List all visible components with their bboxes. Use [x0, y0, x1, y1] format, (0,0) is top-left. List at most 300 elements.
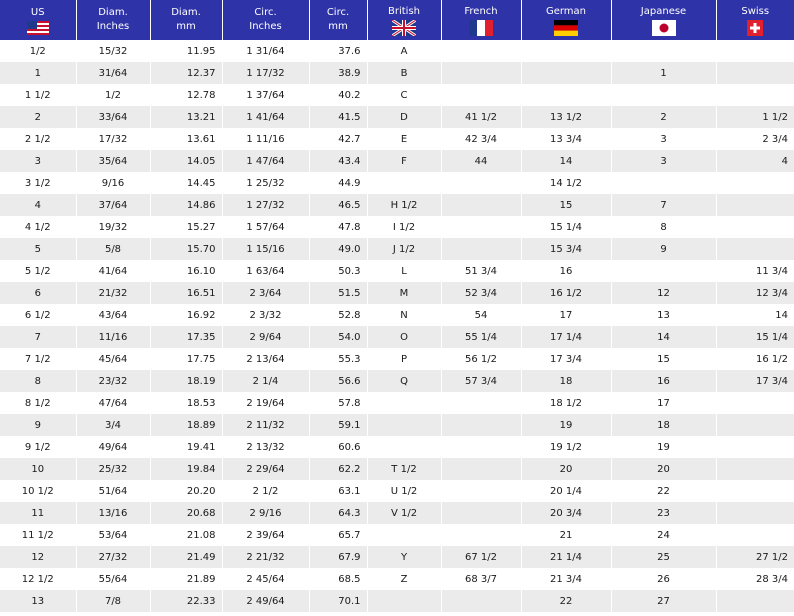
cell-us: 2 1/2: [0, 128, 76, 150]
cell-swiss: 15 1/4: [716, 326, 794, 348]
cell-diam-inches: 13/16: [76, 502, 150, 524]
cell-swiss: 2 3/4: [716, 128, 794, 150]
cell-french: 44: [441, 150, 521, 172]
cell-swiss: [716, 524, 794, 546]
cell-british: T 1/2: [367, 458, 441, 480]
cell-diam-mm: 16.92: [150, 304, 222, 326]
cell-swiss: [716, 480, 794, 502]
cell-diam-mm: 13.61: [150, 128, 222, 150]
cell-japanese: 27: [611, 590, 716, 612]
cell-french: [441, 524, 521, 546]
cell-swiss: [716, 40, 794, 62]
cell-french: 54: [441, 304, 521, 326]
cell-swiss: [716, 590, 794, 612]
cell-circ-mm: 67.9: [309, 546, 367, 568]
cell-british: J 1/2: [367, 238, 441, 260]
cell-japanese: 17: [611, 392, 716, 414]
cell-diam-inches: 19/32: [76, 216, 150, 238]
cell-us: 2: [0, 106, 76, 128]
col-circ-inches-label-2: Inches: [249, 21, 282, 32]
cell-japanese: 14: [611, 326, 716, 348]
table-row: [0, 150, 794, 172]
cell-french: [441, 172, 521, 194]
cell-french: 42 3/4: [441, 128, 521, 150]
cell-circ-mm: 40.2: [309, 84, 367, 106]
cell-german: 20: [521, 458, 611, 480]
cell-japanese: 3: [611, 150, 716, 172]
cell-british: H 1/2: [367, 194, 441, 216]
cell-german: 21: [521, 524, 611, 546]
cell-diam-mm: 18.19: [150, 370, 222, 392]
cell-french: [441, 480, 521, 502]
cell-diam-mm: 22.33: [150, 590, 222, 612]
cell-diam-inches: 31/64: [76, 62, 150, 84]
cell-diam-mm: 20.68: [150, 502, 222, 524]
cell-circ-inches: 2 29/64: [222, 458, 309, 480]
table-row: [0, 282, 794, 304]
cell-diam-mm: 12.37: [150, 62, 222, 84]
cell-german: 17 1/4: [521, 326, 611, 348]
cell-circ-mm: 49.0: [309, 238, 367, 260]
cell-diam-mm: 18.89: [150, 414, 222, 436]
cell-circ-inches: 1 25/32: [222, 172, 309, 194]
col-swiss-label: Swiss: [741, 5, 770, 17]
cell-japanese: 13: [611, 304, 716, 326]
cell-diam-inches: 45/64: [76, 348, 150, 370]
col-diam-mm-label-1: Diam.: [171, 7, 201, 18]
cell-diam-mm: 16.51: [150, 282, 222, 304]
cell-british: [367, 436, 441, 458]
table-row: [0, 194, 794, 216]
cell-us: 5 1/2: [0, 260, 76, 282]
cell-us: 9 1/2: [0, 436, 76, 458]
table-row: [0, 436, 794, 458]
cell-us: 6 1/2: [0, 304, 76, 326]
cell-german: 20 3/4: [521, 502, 611, 524]
cell-japanese: 9: [611, 238, 716, 260]
cell-swiss: [716, 84, 794, 106]
cell-british: D: [367, 106, 441, 128]
cell-us: 11: [0, 502, 76, 524]
cell-diam-mm: 20.20: [150, 480, 222, 502]
cell-swiss: [716, 216, 794, 238]
cell-circ-inches: 2 9/64: [222, 326, 309, 348]
cell-diam-inches: 37/64: [76, 194, 150, 216]
cell-diam-inches: 21/32: [76, 282, 150, 304]
cell-diam-mm: 19.41: [150, 436, 222, 458]
cell-british: U 1/2: [367, 480, 441, 502]
cell-circ-mm: 65.7: [309, 524, 367, 546]
cell-circ-inches: 2 45/64: [222, 568, 309, 590]
cell-us: 10 1/2: [0, 480, 76, 502]
col-diam-mm: [150, 0, 222, 40]
cell-british: Z: [367, 568, 441, 590]
table-row: [0, 590, 794, 612]
cell-british: L: [367, 260, 441, 282]
cell-japanese: [611, 260, 716, 282]
cell-diam-mm: 12.78: [150, 84, 222, 106]
cell-circ-inches: 1 41/64: [222, 106, 309, 128]
cell-diam-inches: 3/4: [76, 414, 150, 436]
cell-japanese: 15: [611, 348, 716, 370]
cell-french: [441, 238, 521, 260]
table-body: [0, 40, 794, 612]
cell-swiss: 12 3/4: [716, 282, 794, 304]
cell-diam-inches: 27/32: [76, 546, 150, 568]
cell-swiss: [716, 194, 794, 216]
cell-french: [441, 62, 521, 84]
cell-us: 7 1/2: [0, 348, 76, 370]
cell-swiss: 17 3/4: [716, 370, 794, 392]
col-circ-mm-label-2: mm: [328, 21, 348, 32]
germany-flag-icon: [554, 20, 578, 36]
cell-us: 1/2: [0, 40, 76, 62]
cell-circ-inches: 1 57/64: [222, 216, 309, 238]
cell-swiss: 4: [716, 150, 794, 172]
cell-french: [441, 414, 521, 436]
col-french-label: French: [464, 5, 498, 17]
cell-us: 4: [0, 194, 76, 216]
cell-circ-mm: 57.8: [309, 392, 367, 414]
cell-circ-mm: 38.9: [309, 62, 367, 84]
cell-circ-mm: 47.8: [309, 216, 367, 238]
cell-german: [521, 62, 611, 84]
cell-french: 55 1/4: [441, 326, 521, 348]
col-circ-mm-label-1: Circ.: [326, 7, 350, 18]
cell-british: [367, 414, 441, 436]
cell-diam-mm: 18.53: [150, 392, 222, 414]
cell-french: [441, 458, 521, 480]
col-circ-inches-label-1: Circ.: [254, 7, 277, 18]
cell-circ-mm: 50.3: [309, 260, 367, 282]
cell-diam-mm: 17.75: [150, 348, 222, 370]
cell-circ-mm: 55.3: [309, 348, 367, 370]
cell-circ-inches: 1 17/32: [222, 62, 309, 84]
cell-diam-mm: 21.08: [150, 524, 222, 546]
cell-circ-inches: 2 3/32: [222, 304, 309, 326]
cell-diam-mm: 21.89: [150, 568, 222, 590]
cell-japanese: 26: [611, 568, 716, 590]
cell-german: [521, 40, 611, 62]
cell-diam-mm: 15.70: [150, 238, 222, 260]
header-row: [0, 0, 794, 40]
cell-japanese: [611, 40, 716, 62]
cell-circ-inches: 2 19/64: [222, 392, 309, 414]
cell-us: 6: [0, 282, 76, 304]
cell-british: V 1/2: [367, 502, 441, 524]
cell-japanese: 19: [611, 436, 716, 458]
cell-circ-inches: 2 3/64: [222, 282, 309, 304]
cell-diam-inches: 51/64: [76, 480, 150, 502]
cell-circ-inches: 1 27/32: [222, 194, 309, 216]
cell-british: Q: [367, 370, 441, 392]
cell-japanese: 20: [611, 458, 716, 480]
cell-circ-mm: 56.6: [309, 370, 367, 392]
cell-diam-inches: 1/2: [76, 84, 150, 106]
cell-british: C: [367, 84, 441, 106]
cell-diam-mm: 14.86: [150, 194, 222, 216]
cell-swiss: 28 3/4: [716, 568, 794, 590]
table-row: [0, 62, 794, 84]
cell-swiss: [716, 502, 794, 524]
cell-diam-inches: 5/8: [76, 238, 150, 260]
cell-us: 12: [0, 546, 76, 568]
cell-german: 17 3/4: [521, 348, 611, 370]
cell-circ-inches: 2 1/2: [222, 480, 309, 502]
cell-diam-inches: 17/32: [76, 128, 150, 150]
cell-german: 21 1/4: [521, 546, 611, 568]
cell-circ-mm: 62.2: [309, 458, 367, 480]
cell-us: 1: [0, 62, 76, 84]
cell-french: 41 1/2: [441, 106, 521, 128]
cell-us: 8: [0, 370, 76, 392]
cell-circ-inches: 1 31/64: [222, 40, 309, 62]
cell-diam-inches: 11/16: [76, 326, 150, 348]
cell-british: E: [367, 128, 441, 150]
cell-circ-inches: 2 13/64: [222, 348, 309, 370]
cell-diam-inches: 43/64: [76, 304, 150, 326]
col-circ-mm: [309, 0, 367, 40]
cell-british: [367, 524, 441, 546]
cell-us: 10: [0, 458, 76, 480]
cell-japanese: 12: [611, 282, 716, 304]
cell-circ-mm: 64.3: [309, 502, 367, 524]
cell-diam-inches: 23/32: [76, 370, 150, 392]
cell-british: [367, 392, 441, 414]
cell-swiss: [716, 436, 794, 458]
cell-diam-inches: 7/8: [76, 590, 150, 612]
cell-japanese: 24: [611, 524, 716, 546]
cell-circ-mm: 43.4: [309, 150, 367, 172]
col-german-label: German: [545, 5, 587, 17]
cell-circ-mm: 54.0: [309, 326, 367, 348]
table-row: [0, 260, 794, 282]
cell-british: [367, 590, 441, 612]
col-circ-inches: [222, 0, 309, 40]
cell-us: 5: [0, 238, 76, 260]
cell-japanese: 25: [611, 546, 716, 568]
cell-circ-inches: 2 13/32: [222, 436, 309, 458]
table-row: [0, 238, 794, 260]
table-row: [0, 40, 794, 62]
cell-swiss: 14: [716, 304, 794, 326]
cell-us: 8 1/2: [0, 392, 76, 414]
cell-german: 18 1/2: [521, 392, 611, 414]
cell-japanese: 2: [611, 106, 716, 128]
col-british-label: British: [388, 5, 420, 17]
col-diam-inches-label-1: Diam.: [98, 7, 128, 18]
cell-german: [521, 84, 611, 106]
cell-british: M: [367, 282, 441, 304]
cell-diam-mm: 17.35: [150, 326, 222, 348]
cell-diam-inches: 55/64: [76, 568, 150, 590]
cell-swiss: [716, 458, 794, 480]
cell-diam-mm: 14.05: [150, 150, 222, 172]
cell-circ-mm: 42.7: [309, 128, 367, 150]
col-us: [0, 0, 76, 40]
cell-swiss: 1 1/2: [716, 106, 794, 128]
col-diam-inches-label-2: Inches: [96, 21, 130, 32]
table-row: [0, 480, 794, 502]
cell-us: 1 1/2: [0, 84, 76, 106]
cell-french: [441, 40, 521, 62]
cell-us: 3 1/2: [0, 172, 76, 194]
table-row: [0, 348, 794, 370]
table-row: [0, 106, 794, 128]
cell-german: 16: [521, 260, 611, 282]
cell-british: I 1/2: [367, 216, 441, 238]
cell-japanese: [611, 84, 716, 106]
cell-french: [441, 84, 521, 106]
table-row: [0, 568, 794, 590]
cell-french: [441, 216, 521, 238]
cell-german: 15 3/4: [521, 238, 611, 260]
cell-german: 14 1/2: [521, 172, 611, 194]
cell-german: 18: [521, 370, 611, 392]
cell-diam-inches: 15/32: [76, 40, 150, 62]
cell-diam-inches: 47/64: [76, 392, 150, 414]
cell-british: O: [367, 326, 441, 348]
table-row: [0, 370, 794, 392]
cell-swiss: [716, 62, 794, 84]
switzerland-flag-icon: [747, 20, 763, 36]
cell-french: 57 3/4: [441, 370, 521, 392]
cell-circ-inches: 2 9/16: [222, 502, 309, 524]
table-row: [0, 524, 794, 546]
cell-circ-mm: 37.6: [309, 40, 367, 62]
cell-swiss: [716, 414, 794, 436]
cell-british: B: [367, 62, 441, 84]
cell-british: A: [367, 40, 441, 62]
cell-japanese: 23: [611, 502, 716, 524]
cell-diam-inches: 25/32: [76, 458, 150, 480]
cell-french: 51 3/4: [441, 260, 521, 282]
cell-circ-inches: 2 11/32: [222, 414, 309, 436]
cell-french: 56 1/2: [441, 348, 521, 370]
cell-british: P: [367, 348, 441, 370]
cell-japanese: 3: [611, 128, 716, 150]
cell-diam-mm: 19.84: [150, 458, 222, 480]
cell-german: 19: [521, 414, 611, 436]
cell-circ-mm: 59.1: [309, 414, 367, 436]
cell-british: N: [367, 304, 441, 326]
cell-circ-mm: 44.9: [309, 172, 367, 194]
cell-french: [441, 194, 521, 216]
cell-japanese: 18: [611, 414, 716, 436]
cell-german: 16 1/2: [521, 282, 611, 304]
cell-diam-inches: 33/64: [76, 106, 150, 128]
table-row: [0, 546, 794, 568]
cell-circ-mm: 51.5: [309, 282, 367, 304]
cell-swiss: [716, 172, 794, 194]
cell-circ-mm: 41.5: [309, 106, 367, 128]
cell-circ-mm: 63.1: [309, 480, 367, 502]
cell-japanese: 22: [611, 480, 716, 502]
cell-german: 22: [521, 590, 611, 612]
table-row: [0, 458, 794, 480]
cell-french: [441, 392, 521, 414]
cell-german: 13 1/2: [521, 106, 611, 128]
cell-french: [441, 590, 521, 612]
cell-us: 12 1/2: [0, 568, 76, 590]
table-row: [0, 84, 794, 106]
cell-british: [367, 172, 441, 194]
cell-swiss: 27 1/2: [716, 546, 794, 568]
col-french: [441, 0, 521, 40]
cell-diam-inches: 41/64: [76, 260, 150, 282]
cell-german: 15 1/4: [521, 216, 611, 238]
cell-us: 9: [0, 414, 76, 436]
cell-circ-inches: 1 11/16: [222, 128, 309, 150]
table-row: [0, 304, 794, 326]
cell-circ-mm: 52.8: [309, 304, 367, 326]
us-flag-icon: [27, 21, 49, 35]
cell-us: 13: [0, 590, 76, 612]
cell-circ-mm: 68.5: [309, 568, 367, 590]
cell-german: 21 3/4: [521, 568, 611, 590]
cell-us: 11 1/2: [0, 524, 76, 546]
cell-diam-mm: 14.45: [150, 172, 222, 194]
cell-us: 4 1/2: [0, 216, 76, 238]
cell-circ-inches: 2 39/64: [222, 524, 309, 546]
cell-diam-mm: 21.49: [150, 546, 222, 568]
cell-swiss: 11 3/4: [716, 260, 794, 282]
table-row: [0, 414, 794, 436]
table-row: [0, 326, 794, 348]
cell-japanese: [611, 172, 716, 194]
cell-diam-inches: 9/16: [76, 172, 150, 194]
cell-diam-inches: 35/64: [76, 150, 150, 172]
cell-diam-mm: 15.27: [150, 216, 222, 238]
cell-circ-inches: 2 49/64: [222, 590, 309, 612]
cell-swiss: [716, 392, 794, 414]
cell-circ-inches: 1 37/64: [222, 84, 309, 106]
table-row: [0, 128, 794, 150]
cell-german: 20 1/4: [521, 480, 611, 502]
cell-diam-mm: 13.21: [150, 106, 222, 128]
cell-swiss: [716, 238, 794, 260]
cell-diam-mm: 16.10: [150, 260, 222, 282]
col-japanese-label: Japanese: [640, 5, 687, 17]
cell-circ-mm: 60.6: [309, 436, 367, 458]
cell-swiss: 16 1/2: [716, 348, 794, 370]
table-row: [0, 502, 794, 524]
col-swiss: [716, 0, 794, 40]
col-diam-inches: [76, 0, 150, 40]
cell-circ-inches: 2 21/32: [222, 546, 309, 568]
table-row: [0, 392, 794, 414]
cell-british: Y: [367, 546, 441, 568]
cell-japanese: 8: [611, 216, 716, 238]
cell-circ-inches: 1 15/16: [222, 238, 309, 260]
col-british: [367, 0, 441, 40]
cell-french: [441, 502, 521, 524]
cell-diam-mm: 11.95: [150, 40, 222, 62]
col-us-label: US: [30, 6, 45, 18]
table-row: [0, 216, 794, 238]
cell-german: 15: [521, 194, 611, 216]
cell-british: F: [367, 150, 441, 172]
col-german: [521, 0, 611, 40]
cell-french: [441, 436, 521, 458]
cell-circ-inches: 1 47/64: [222, 150, 309, 172]
cell-us: 3: [0, 150, 76, 172]
cell-japanese: 7: [611, 194, 716, 216]
cell-french: 67 1/2: [441, 546, 521, 568]
cell-french: 52 3/4: [441, 282, 521, 304]
cell-circ-mm: 70.1: [309, 590, 367, 612]
cell-german: 13 3/4: [521, 128, 611, 150]
